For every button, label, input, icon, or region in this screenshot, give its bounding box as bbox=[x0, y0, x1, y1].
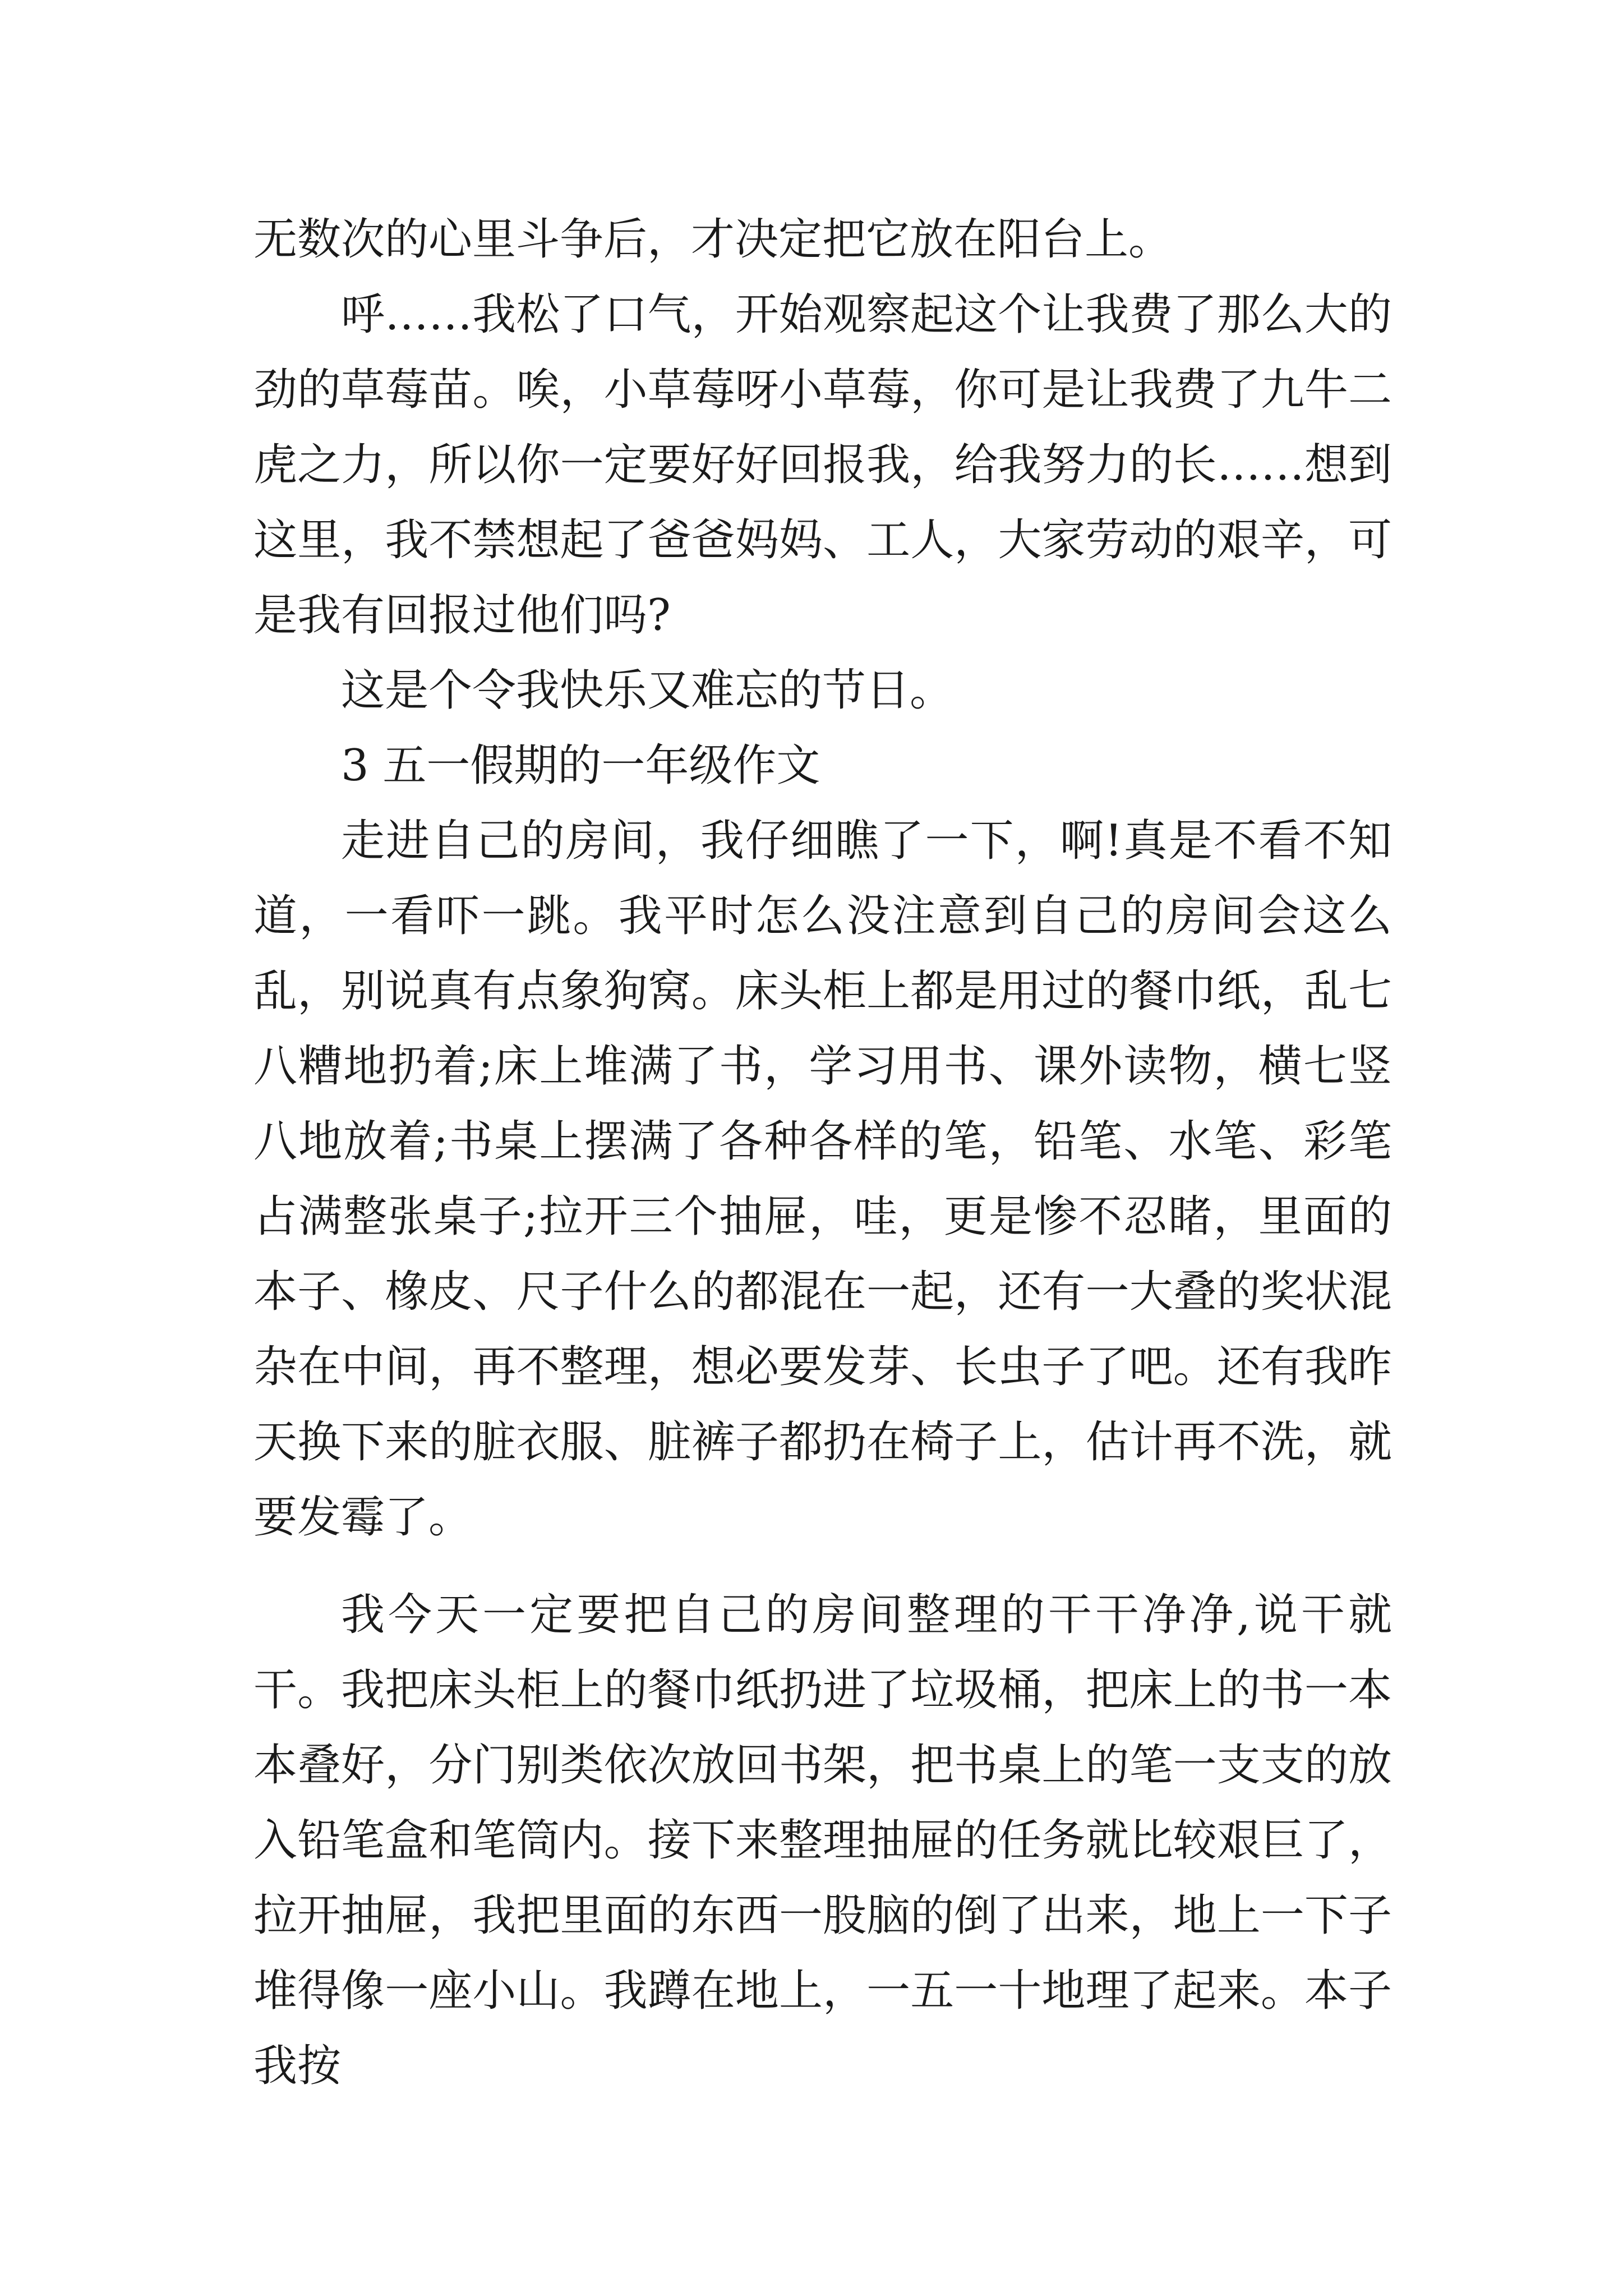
paragraph-1: 无数次的心里斗争后，才决定把它放在阳台上。 bbox=[253, 214, 1173, 265]
paragraph-3: 这是个令我快乐又难忘的节日。 bbox=[341, 665, 954, 716]
paragraph-5: 我今天一定要把自己的房间整理的干干净净,说干就干。我把床头柜上的餐巾纸扔进了垃圾桶，把床上的书一本本叠好，分门别类依次放回书架，把书桌上的笔一支支的放入铅笔盒和笔筒内。接下来整理抽屉的任务就比较艰巨了，拉开抽屉，我把里面的东西一股脑的倒了出来，地上一下子堆得像一座小山。我蹲在地上，一五一十地理了起来。本子我按 bbox=[253, 1590, 1392, 2091]
paragraph-2: 呼……我松了口气，开始观察起这个让我费了那么大的劲的草莓苗。唉，小草莓呀小草莓，你可是让我费了九牛二虎之力，所以你一定要好好回报我，给我努力的长……想到这里，我不禁想起了爸爸妈妈、工人，大家劳动的艰辛，可是我有回报过他们吗? bbox=[253, 289, 1392, 641]
essay-body bbox=[253, 202, 1392, 2104]
paragraph-4: 走进自己的房间，我仔细瞧了一下，啊!真是不看不知道，一看吓一跳。我平时怎么没注意到自己的房间会这么乱，别说真有点象狗窝。床头柜上都是用过的餐巾纸，乱七八糟地扔着;床上堆满了书，学习用书、课外读物，横七竖八地放着;书桌上摆满了各种各样的笔，铅笔、水笔、彩笔占满整张桌子;拉开三个抽屉，哇，更是惨不忍睹，里面的本子、橡皮、尺子什么的都混在一起，还有一大叠的奖状混杂在中间，再不整理，想必要发芽、长虫子了吧。还有我昨天换下来的脏衣服、脏裤子都扔在椅子上，估计再不洗，就要发霉了。 bbox=[253, 816, 1392, 1543]
section-heading: 3 五一假期的一年级作文 bbox=[341, 740, 820, 791]
